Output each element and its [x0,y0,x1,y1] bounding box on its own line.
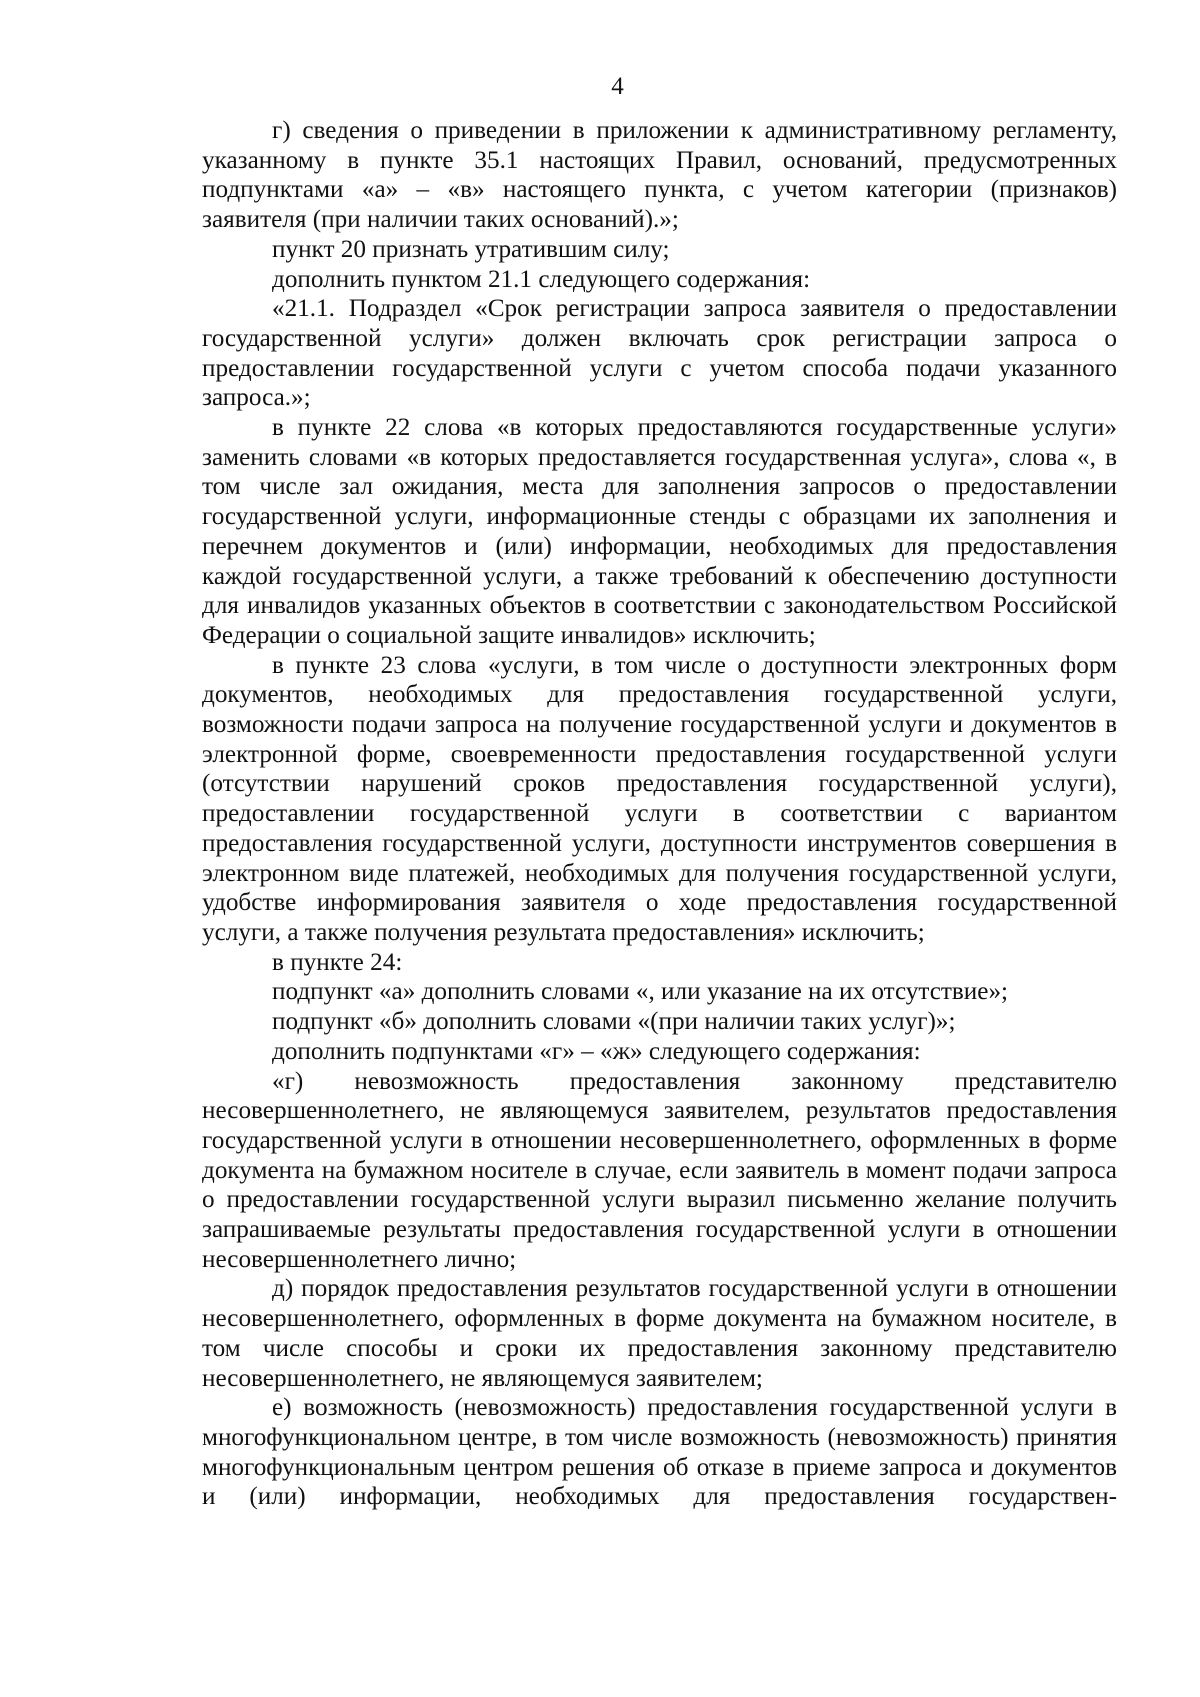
paragraph: пункт 20 признать утратившим силу; [272,235,670,263]
page-number: 4 [611,73,624,100]
paragraph: е) возможность (невозможность) предоставления государственной услуги в многофункциональном центре, в том числе возможность (невозможность) принятия многофункциональным центром решения об отказе в приеме запроса и документов и (или) информации, необходимых для предоставления государствен- [202,1394,1117,1511]
paragraph: в пункте 24: [272,948,403,976]
paragraph: в пункте 23 слова «услуги, в том числе о доступности электронных форм документов, необходимых для предоставления государственной услуги, возможности подачи запроса на получение государственной услуги и документов в электронной форме, своевременности предоставления государственной услуги (отсутствии нарушений сроков предоставления государственной услуги), предоставлении государственной услуги в соответствии с вариантом предоставления государственной услуги, доступности инструментов совершения в электронном виде платежей, необходимых для получения государственной услуги, удобстве информирования заявителя о ходе предоставления государственной услуги, а также получения результата предоставления» исключить; [202,651,1117,946]
paragraph: в пункте 22 слова «в которых предоставляются государственные услуги» заменить словами «в которых предоставляется государственная услуга», слова «, в том числе зал ожидания, места для заполнения запросов о предоставлении государственной услуги, информационные стенды с образцами их заполнения и перечнем документов и (или) информации, необходимых для предоставления каждой государственной услуги, а также требований к обеспечению доступности для инвалидов указанных объектов в соответствии с законодательством Российской Федерации о социальной защите инвалидов» исключить; [202,414,1117,649]
paragraph: дополнить пунктом 21.1 следующего содержания: [272,265,811,293]
document-body [202,116,1117,1512]
paragraph: подпункт «б» дополнить словами «(при наличии таких услуг)»; [272,1008,956,1036]
paragraph: д) порядок предоставления результатов государственной услуги в отношении несовершеннолетнего, оформленных в форме документа на бумажном носителе, в том числе способы и сроки их предоставления законному представителю несовершеннолетнего, не являющемуся заявителем; [202,1275,1117,1392]
paragraph: «21.1. Подраздел «Срок регистрации запроса заявителя о предоставлении государственной услуги» должен включать срок регистрации запроса о предоставлении государственной услуги с учетом способа подачи указанного запроса.»; [202,295,1117,412]
paragraph: «г) невозможность предоставления законному представителю несовершеннолетнего, не являющемуся заявителем, результатов предоставления государственной услуги в отношении несовершеннолетнего, оформленных в форме документа на бумажном носителе в случае, если заявитель в момент подачи запроса о предоставлении государственной услуги выразил письменно желание получить запрашиваемые результаты предоставления государственной услуги в отношении несовершеннолетнего лично; [202,1067,1117,1273]
paragraph: г) сведения о приведении в приложении к административному регламенту, указанному в пункте 35.1 настоящих Правил, оснований, предусмотренных подпунктами «а» – «в» настоящего пункта, с учетом категории (признаков) заявителя (при наличии таких оснований).»; [202,117,1117,234]
paragraph: дополнить подпунктами «г» – «ж» следующего содержания: [272,1037,921,1065]
paragraph: подпункт «а» дополнить словами «, или указание на их отсутствие»; [272,978,1009,1006]
